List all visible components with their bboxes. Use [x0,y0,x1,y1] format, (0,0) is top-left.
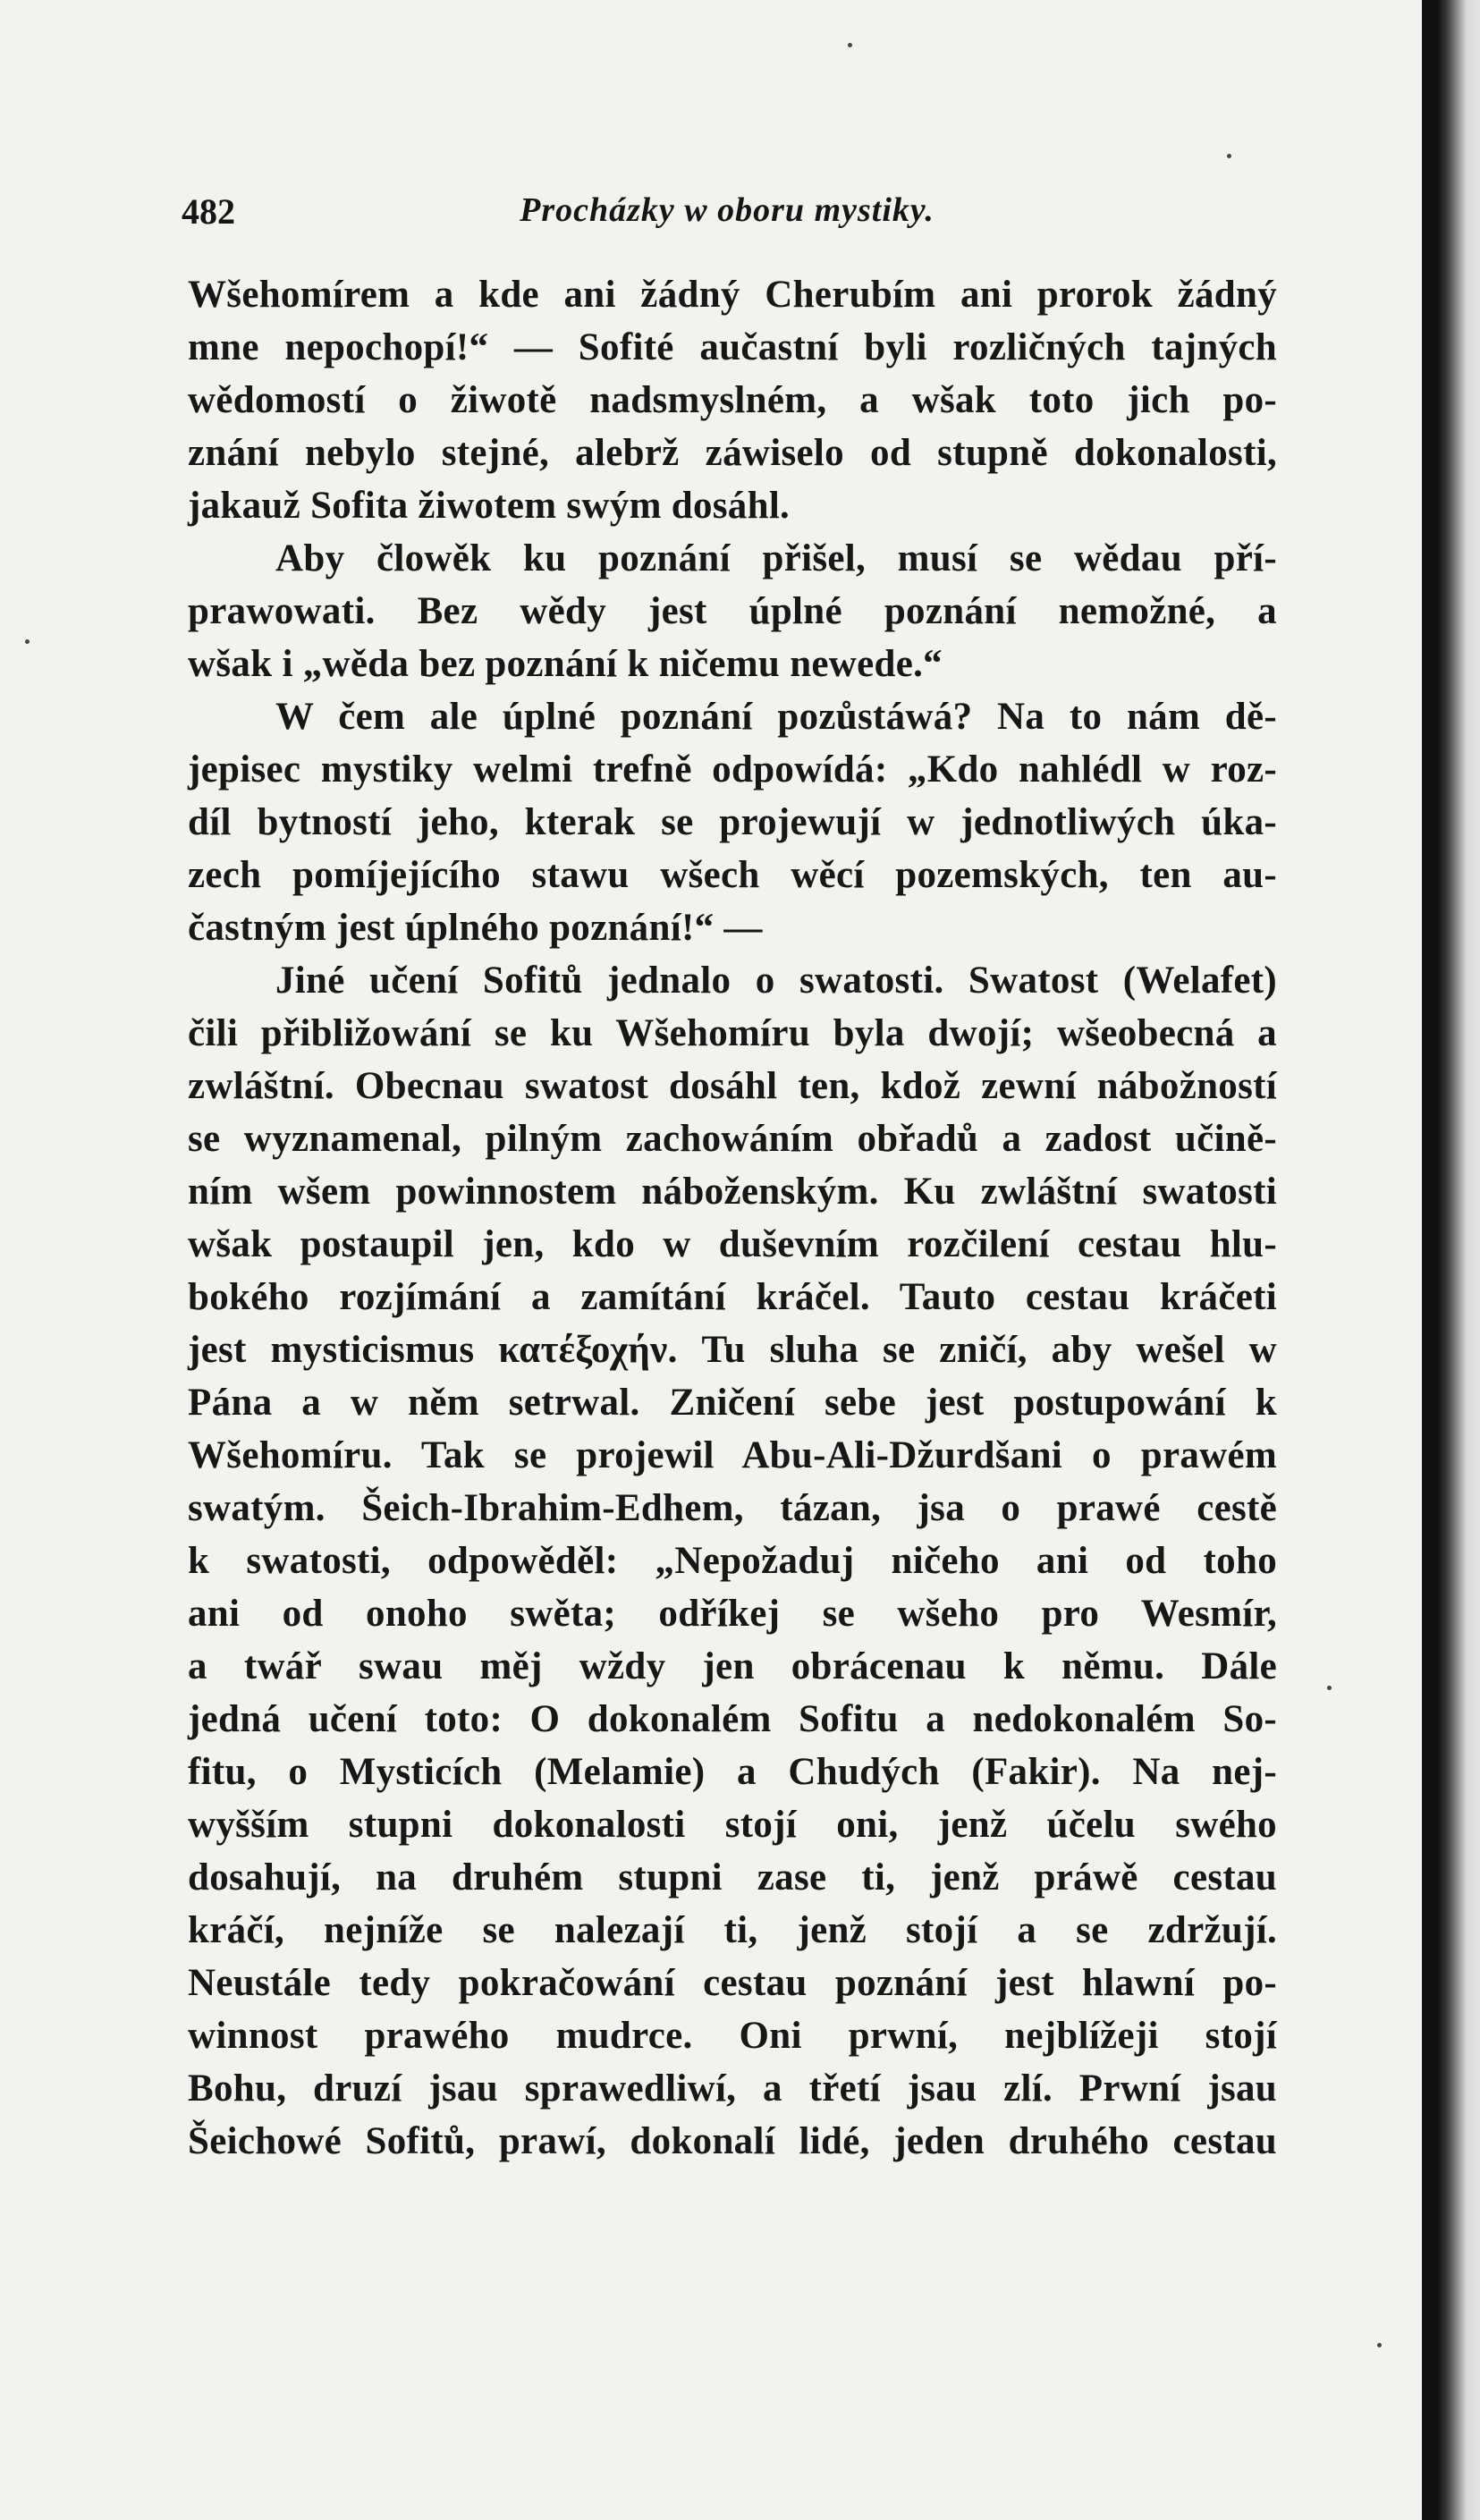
text-line: k swatosti, odpowěděl: „Nepožaduj ničeho ani od toho [188,1540,1277,1582]
text-line: ním wšem powinnostem náboženským. Ku zwláštní swatosti [188,1171,1277,1213]
text-line: wyšším stupni dokonalosti stojí oni, jenž účelu swého [188,1804,1277,1846]
text-line: Pána a w něm setrwal. Zničení sebe jest postupowání k [188,1382,1277,1424]
scan-speck [1377,2343,1382,2347]
text-line: častným jest úplného poznání!“ — [188,907,763,949]
running-title: Procházky w oboru mystiky. [520,191,935,229]
text-line: wědomostí o žiwotě nadsmyslném, a wšak toto jich po- [188,379,1277,421]
scan-speck [25,639,30,644]
text-line: Jiné učení Sofitů jednalo o swatosti. Swatost (Welafet) [275,960,1277,1002]
text-line: zwláštní. Obecnau swatost dosáhl ten, kdož zewní nábožností [188,1065,1277,1107]
text-line: mne nepochopí!“ — Sofité aučastní byli rozličných tajných [188,326,1277,368]
text-line: fitu, o Mysticích (Melamie) a Chudých (Fakir). Na nej- [188,1751,1277,1793]
text-line: jepisec mystiky welmi trefně odpowídá: „Kdo nahlédl w roz- [188,748,1277,791]
text-line: kráčí, nejníže se nalezají ti, jenž stojí a se zdržují. [188,1909,1277,1951]
text-line: wšak postaupil jen, kdo w duševním rozčilení cestau hlu- [188,1223,1277,1265]
text-line: prawowati. Bez wědy jest úplné poznání nemožné, a [188,590,1277,632]
text-line: Wšehomírem a kde ani žádný Cherubím ani prorok žádný [188,274,1277,316]
text-line: čili přibližowání se ku Wšehomíru byla dwojí; wšeobecná a [188,1012,1277,1054]
text-line: winnost prawého mudrce. Oni prwní, nejblížeji stojí [188,2015,1277,2057]
text-line: Aby člowěk ku poznání přišel, musí se wědau pří- [275,537,1277,579]
text-line: znání nebylo stejné, alebrž záwiselo od stupně dokonalosti, [188,432,1277,474]
text-line: Šeichowé Sofitů, prawí, dokonalí lidé, jeden druhého cestau [188,2120,1277,2162]
text-line: se wyznamenal, pilným zachowáním obřadů a zadost učině- [188,1118,1277,1160]
body-text [188,268,1277,2168]
text-line: díl bytností jeho, kterak se projewují w jednotliwých úka- [188,801,1277,843]
text-line: Bohu, druzí jsau sprawedliwí, a třetí jsau zlí. Prwní jsau [188,2068,1277,2110]
text-line: ani od onoho swěta; odříkej se wšeho pro Wesmír, [188,1593,1277,1635]
scan-speck [848,43,852,47]
text-line: wšak i „wěda bez poznání k ničemu newede.“ [188,643,943,685]
text-line: W čem ale úplné poznání pozůstáwá? Na to nám dě- [275,696,1277,738]
text-line: bokého rozjímání a zamítání kráčel. Tauto cestau kráčeti [188,1276,1277,1318]
scan-speck [1227,154,1231,158]
text-line: Wšehomíru. Tak se projewil Abu-Ali-Džurdšani o prawém [188,1434,1277,1476]
page-number: 482 [182,191,235,232]
text-line: swatým. Šeich-Ibrahim-Edhem, tázan, jsa o prawé cestě [188,1487,1277,1529]
text-line: jest mysticismus κατέξοχήν. Tu sluha se zničí, aby wešel w [188,1329,1277,1371]
scan-speck [1327,1686,1332,1690]
text-line: dosahují, na druhém stupni zase ti, jenž práwě cestau [188,1856,1277,1898]
text-line: a twář swau měj wždy jen obrácenau k němu. Dále [188,1645,1277,1687]
text-line: Neustále tedy pokračowání cestau poznání jest hlawní po- [188,1962,1277,2004]
running-head [182,183,1273,237]
text-line: jedná učení toto: O dokonalém Sofitu a nedokonalém So- [188,1698,1277,1740]
page-edge-shadow [1422,0,1480,2520]
text-line: jakauž Sofita žiwotem swým dosáhl. [188,485,791,527]
text-line: zech pomíjejícího stawu wšech wěcí pozemských, ten au- [188,854,1277,896]
